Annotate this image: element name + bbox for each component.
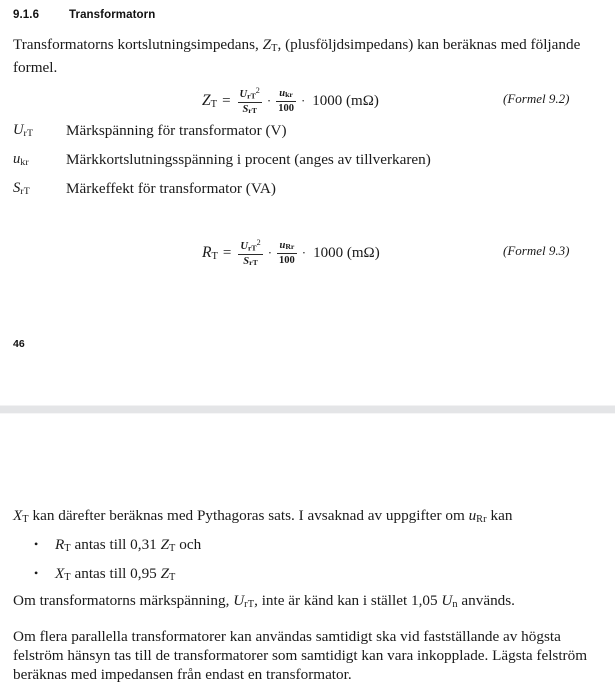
symbol-subscript: kr [20, 156, 29, 168]
definition-symbol [13, 121, 33, 143]
definition-row [0, 150, 615, 179]
xt-text-mid: kan därefter beräknas med Pythagoras sats. I avsaknad av uppgifter om [28, 507, 469, 524]
fraction-numerator [238, 239, 262, 252]
symbol-base: R [202, 244, 212, 261]
inline-symbol-xt [13, 507, 29, 524]
symbol-base: S [13, 180, 21, 196]
section-heading [13, 9, 155, 21]
formula-9-2-label: (Formel 9.2) [503, 91, 570, 106]
symbol-base: u [468, 507, 477, 524]
symbol-base: u [279, 88, 286, 100]
formula-9-3-operator-1: · [267, 245, 273, 260]
fraction-numerator [238, 87, 262, 100]
formula-9-3-lhs [202, 244, 218, 262]
list-item-text [55, 564, 175, 587]
symbol-subscript: rT [20, 185, 30, 197]
section-number: 9.1.6 [13, 9, 40, 21]
symbol-subscript: rT [248, 105, 257, 115]
list-item-text-mid: antas till 0,31 [70, 536, 161, 553]
closing-1-mid: , inte är känd kan i stället 1,05 [254, 592, 442, 609]
fraction-numerator [277, 88, 295, 99]
symbol-subscript: kr [285, 90, 293, 100]
formula-9-3-operator-2: · [301, 245, 307, 260]
symbol-subscript: T [169, 542, 176, 554]
formula-9-3-fraction-2 [277, 240, 297, 265]
symbol-base: Z [160, 536, 170, 553]
symbol-base: U [239, 89, 248, 101]
closing-paragraph-2: Om flera parallella transformatorer kan användas samtidigt ska vid fastställande av högsta felström hänsyn tas till de transformatorer som samtidigt kan vara inkopplade. Lägsta felström beräknas med impedansen från endast en transformator. [13, 628, 588, 683]
inline-symbol-zt [161, 536, 176, 553]
page-break-divider [0, 405, 615, 414]
inline-symbol-zt [161, 565, 176, 582]
bullet-icon: • [34, 537, 39, 551]
inline-symbol-zt [263, 36, 278, 53]
definition-description: Märkeffekt för transformator (VA) [66, 180, 276, 197]
formula-9-3-fraction-1 [238, 239, 262, 267]
fraction-bar [238, 254, 262, 255]
symbol-base: Z [262, 36, 272, 53]
symbol-base: Z [160, 565, 170, 582]
symbol-subscript: Rr [285, 242, 295, 252]
list-item [0, 564, 615, 593]
symbol-subscript: rT [247, 91, 256, 101]
formula-9-3-tail: 1000 (mΩ) [313, 244, 380, 261]
xt-paragraph [13, 506, 608, 529]
xt-text-end: kan [486, 507, 513, 524]
symbol-base: R [55, 536, 65, 553]
formula-9-2-fraction-2 [276, 88, 296, 113]
list-item [0, 535, 615, 564]
symbol-subscript: T [22, 513, 29, 525]
fraction-bar [277, 253, 297, 254]
formula-9-2 [202, 84, 379, 118]
symbol-subscript: rT [244, 598, 255, 610]
definition-symbol [13, 179, 30, 201]
symbol-definition-list [0, 121, 615, 208]
symbol-subscript: T [211, 250, 218, 262]
symbol-base: X [13, 507, 23, 524]
symbol-base: U [233, 592, 245, 609]
symbol-superscript: 2 [255, 86, 260, 96]
definition-row [0, 179, 615, 208]
closing-paragraph-1 [13, 591, 608, 614]
formula-block-9-3 [0, 236, 615, 270]
symbol-subscript: T [210, 98, 218, 110]
inline-symbol-urt [233, 592, 254, 609]
closing-1-before: Om transformatorns märkspänning, [13, 592, 234, 609]
formula-9-2-fraction-1 [238, 87, 262, 115]
inline-symbol-rt [55, 536, 71, 553]
fraction-denominator: 100 [279, 254, 295, 266]
formula-9-2-tail: 1000 (mΩ) [312, 92, 379, 109]
fraction-denominator [240, 104, 258, 115]
symbol-subscript: T [64, 571, 71, 583]
symbol-base: U [240, 241, 248, 253]
symbol-base: Z [202, 92, 211, 109]
definition-symbol [13, 150, 29, 172]
symbol-base: S [242, 103, 249, 115]
fraction-bar [238, 102, 262, 103]
symbol-subscript: T [169, 571, 176, 583]
intro-paragraph [13, 35, 603, 77]
symbol-base: U [13, 122, 24, 138]
definition-description: Märkkortslutningsspänning i procent (anges av tillverkaren) [66, 151, 431, 168]
assumption-bullet-list [0, 535, 615, 593]
symbol-subscript: n [452, 598, 458, 610]
inline-symbol-xt [55, 565, 71, 582]
inline-symbol-urr [469, 507, 487, 524]
symbol-base: u [13, 151, 21, 167]
symbol-subscript: Rr [476, 513, 487, 525]
fraction-denominator [241, 256, 259, 267]
symbol-base: U [441, 592, 453, 609]
bullet-icon: • [34, 566, 39, 580]
symbol-base: S [243, 255, 250, 267]
formula-9-2-operator-2: · [300, 93, 306, 108]
list-item-text-mid: antas till 0,95 [70, 565, 161, 582]
symbol-subscript: rT [23, 127, 34, 139]
list-item-text [55, 535, 201, 558]
symbol-subscript: rT [247, 243, 257, 253]
symbol-superscript: 2 [256, 238, 261, 248]
symbol-subscript: T [64, 542, 71, 554]
formula-9-3-equals: = [222, 244, 232, 261]
definition-row [0, 121, 615, 150]
section-title: Transformatorn [69, 9, 156, 21]
list-item-text-end: och [175, 536, 202, 553]
formula-9-2-equals: = [222, 92, 231, 109]
closing-1-end: används. [457, 592, 515, 609]
symbol-base: u [279, 240, 286, 252]
intro-text-before: Transformatorns kortslutningsimpedans, [13, 36, 263, 53]
page-number: 46 [13, 338, 25, 350]
definition-description: Märkspänning för transformator (V) [66, 122, 287, 139]
fraction-numerator [277, 240, 296, 251]
fraction-denominator: 100 [278, 102, 294, 114]
formula-9-3 [202, 236, 380, 270]
formula-9-3-label: (Formel 9.3) [503, 243, 570, 258]
formula-block-9-2 [0, 84, 615, 118]
symbol-subscript: rT [249, 257, 258, 267]
formula-9-2-operator-1: · [266, 93, 272, 108]
formula-9-2-lhs [202, 92, 217, 110]
intro-text-after: , (plusföljdsimpedans) kan beräknas med följande formel. [13, 36, 581, 76]
fraction-bar [276, 101, 296, 102]
symbol-subscript: T [271, 42, 278, 54]
inline-symbol-un [441, 592, 457, 609]
symbol-base: X [55, 565, 65, 582]
